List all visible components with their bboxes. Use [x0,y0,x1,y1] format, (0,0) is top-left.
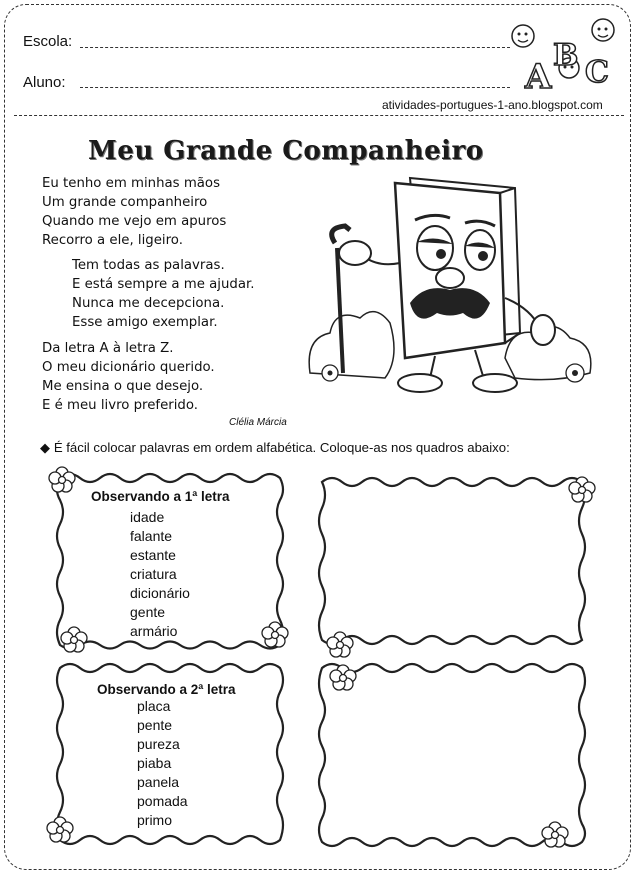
box2-word-list [137,697,188,830]
word-item: falante [130,528,173,544]
word-item: idade [130,509,165,525]
student-label: Aluno: [23,74,66,91]
blog-url: atividades-portugues-1-ano.blogspot.com [382,98,603,112]
poem-line: E está sempre a me ajudar. [72,277,255,292]
poem-line: Esse amigo exemplar. [72,315,218,330]
word-item: pureza [137,736,180,752]
word-item: panela [137,774,180,790]
poem-line: Da letra A à letra Z. [42,341,174,356]
bullet-icon: ◆ [40,440,54,455]
answer-area-1[interactable] [335,496,570,631]
flower-icon [49,467,75,492]
poem-line: Recorro a ele, ligeiro. [42,233,183,248]
school-label: Escola: [23,33,73,50]
box1-word-list [130,508,190,641]
word-item: criatura [130,566,177,582]
logo-letter-b: B [553,38,579,73]
word-item: dicionário [130,585,190,601]
poem-line: Um grande companheiro [42,195,208,210]
flower-icon [262,622,288,647]
word-item: pomada [137,793,188,809]
word-item: placa [137,698,171,714]
poem-line: Tem todas as palavras. [72,258,225,273]
box2-title: Observando a 2ª letra [97,682,236,697]
page-title: Meu Grande Companheiro [88,136,484,166]
box1-title: Observando a 1ª letra [91,489,230,504]
answer-area-2[interactable] [335,680,570,830]
flower-icon [47,817,73,842]
word-item: armário [130,623,178,639]
poem-line: E é meu livro preferido. [42,398,199,413]
poem-line: Quando me vejo em apuros [42,214,227,229]
instruction-label: É fácil colocar palavras em ordem alfabética. Coloque-as nos quadros abaixo: [53,440,510,455]
poem-author: Clélia Márcia [229,417,287,428]
word-item: pente [137,717,173,733]
logo-letter-c: C [585,55,609,90]
word-item: primo [137,812,173,828]
flower-icon [61,627,87,652]
flower-icon [569,477,595,502]
poem-line: Eu tenho em minhas mãos [42,176,220,191]
word-item: estante [130,547,176,563]
poem-line: Nunca me decepciona. [72,296,225,311]
logo-letter-a: A [525,57,552,95]
word-item: gente [130,604,166,620]
word-item: piaba [137,755,172,771]
poem-line: Me ensina o que desejo. [42,379,204,394]
poem-line: O meu dicionário querido. [42,360,215,375]
